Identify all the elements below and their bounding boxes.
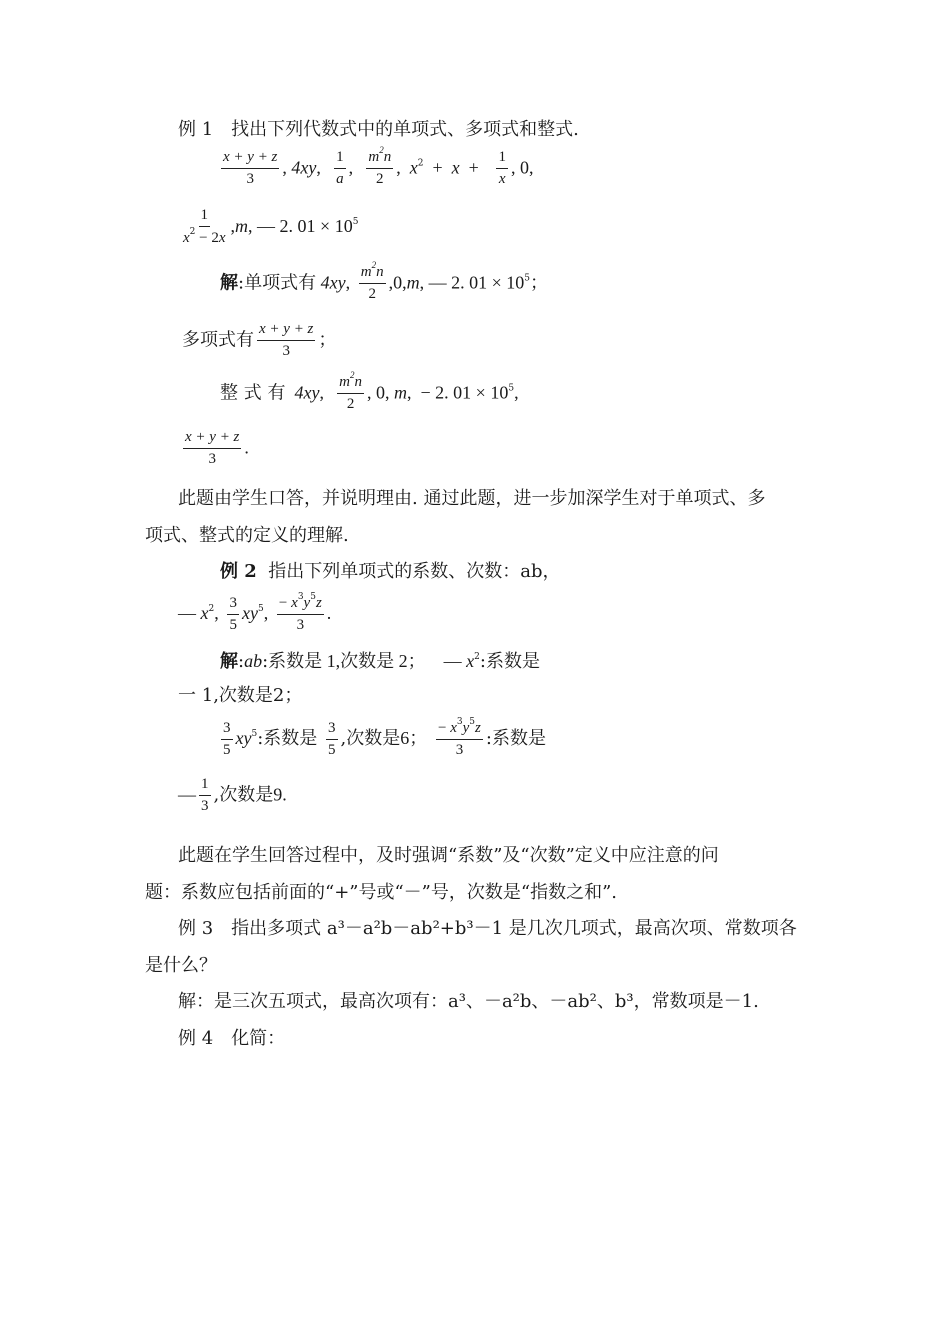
example-2-title: 例 2 指出下列单项式的系数、次数：ab， [220, 561, 561, 582]
example-1-solution-integral-cont: $\frac{x + y + z}{3}$ . [185, 429, 249, 467]
example-3-answer: 解：是三次五项式，最高次项有：a³、－a²b、－ab²、b³，常数项是－1. [178, 991, 759, 1012]
example-3-title-line2: 是什么？ [145, 955, 217, 976]
example-1-expressions-row1: $\frac{x + y + z}{3}$ , 4xy, $\frac{1}{a}$ , $\frac{m^2n}{2}$ , $x^2 + x$ + $\frac{1}{x}$ , 0, [223, 145, 534, 187]
example-1-note: 此题由学生口答，并说明理由. 通过此题，进一步加深学生对于单项式、多 [178, 488, 766, 509]
example-1-solution-polynomials: 多项式有 $\frac{x + y + z}{3}$ ； [182, 321, 337, 359]
example-2-answer-1-cont: 一 1,次数是2； [178, 685, 303, 706]
example-2-answer-2: $\frac{3}{5}$ $xy^5$:系数是 $\frac{3}{5}$ ,次数是6； $\frac{- x^3y^5z}{3}$ :系数是 [223, 717, 546, 758]
example-3-title: 例 3 指出多项式 a³－a²b－ab²+b³－1 是几次几项式，最高次项、常数项各 [178, 918, 797, 939]
example-1-note-line2: 项式、整式的定义的理解. [145, 525, 349, 546]
example-2-note: 此题在学生回答过程中，及时强调“系数”及“次数”定义中应注意的问 [178, 845, 719, 866]
example-2-answer-1: 解:ab:系数是 1,次数是 2； — $x^2$:系数是 [220, 651, 540, 672]
example-2-answer-2-cont: — $\frac{1}{3}$ ,次数是9. [178, 776, 287, 814]
example-1-expressions-row2: $\frac{1}{x^2 - 2x}$ ,m, — 2. $01 \times 10^5$ [183, 207, 359, 246]
example-1-solution-integral: 整 式 有 4xy, $\frac{m^2n}{2}$ , 0, m, − 2. $01 \times 10^5$, [220, 370, 519, 412]
example-2-note-line2: 题：系数应包括前面的“+”号或“－”号，次数是“指数之和”. [145, 882, 618, 903]
example-4-title: 例 4 化简： [178, 1028, 286, 1049]
example-2-expressions: — $x^2$, $\frac{3}{5}$ $xy^5$, $\frac{- x^3y^5z}{3}$ . [178, 592, 332, 633]
example-1-solution-monomials: 解:单项式有 4xy, $\frac{m^2n}{2}$ ,0,m, — 2. $01 \times 10^5$； [220, 260, 549, 302]
example-1-title: 例 1 找出下列代数式中的单项式、多项式和整式. [178, 119, 579, 140]
